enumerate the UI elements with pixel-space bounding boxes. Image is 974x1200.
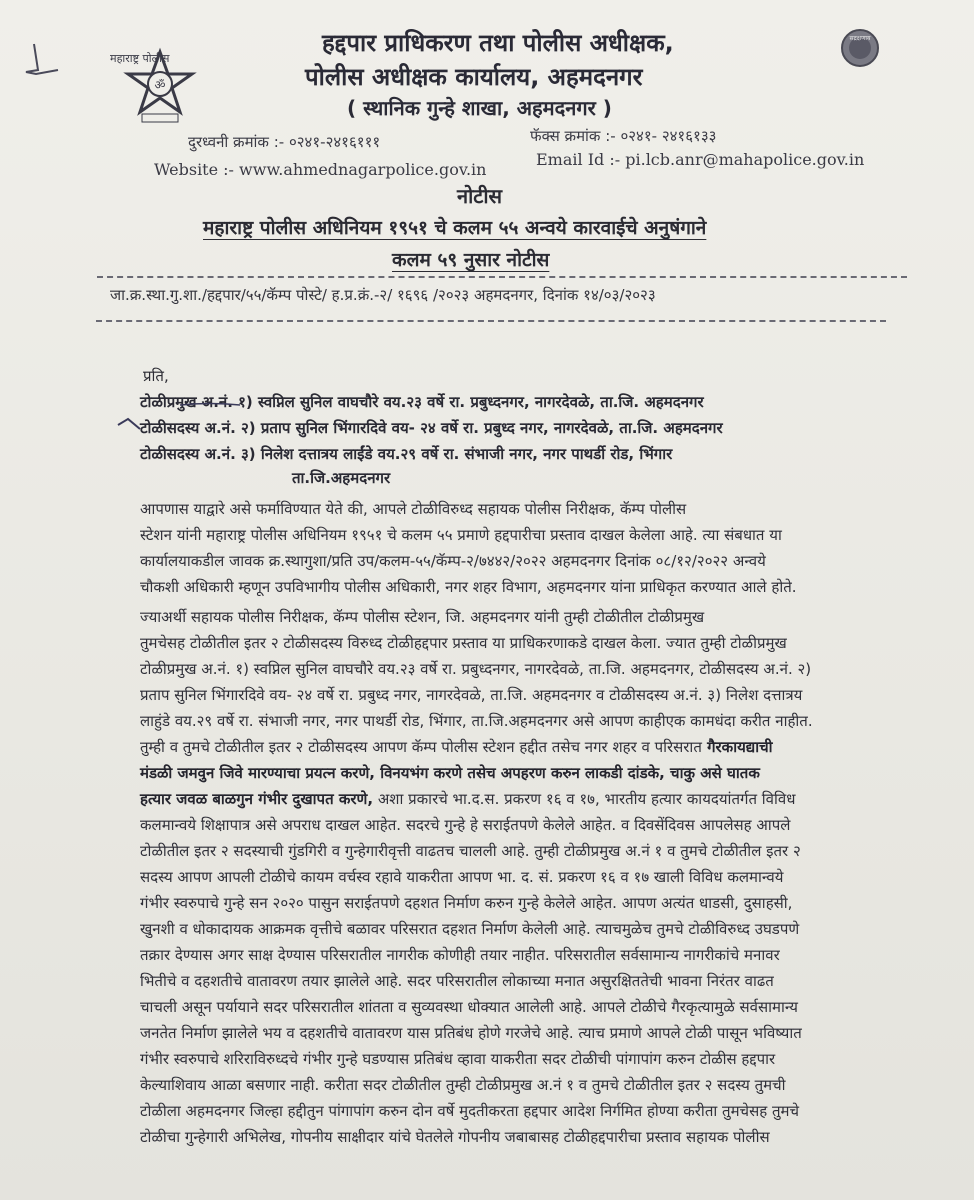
p2-line: कलमान्वये शिक्षापात्र असे अपराध दाखल आहेत. सदरचे गुन्हे हे सराईतपणे केलेले आहेत. व दिवसेंदिवस आपलेसह आपले [140,816,791,834]
header-branch-title: ( स्थानिक गुन्हे शाखा, अहमदनगर ) [347,96,612,120]
p2-line-with-bold [140,734,960,760]
p2-line: प्रताप सुनिल भिंगारदिवे वय- २४ वर्षे रा. प्रबुध्द नगर, नागरदेवळे, ता.जि. अहमदनगर व टोळीसदस्य अ.नं. ३) निलेश दत्तात्रय [140,686,803,704]
recipient-line-1: टोळीप्रमुख अ.नं. १) स्वप्निल सुनिल वाघचौरे वय.२३ वर्षे रा. प्रबुध्दनगर, नागरदेवळे, ता.जि. अहमदनगर [140,393,704,411]
website-address: Website :- www.ahmednagarpolice.gov.in [154,160,487,179]
p2-line: केल्याशिवाय आळा बसणार नाही. करीता सदर टोळीतील तुम्ही टोळीप्रमुख अ.नं १ व तुमचे टोळीतील इतर २ सदस्य तुमची [140,1076,786,1094]
recipient-line-2: टोळीसदस्य अ.नं. २) प्रताप सुनिल भिंगारदिवे वय- २४ वर्षे रा. प्रबुध्द नगर, नागरदेवळे, ता.जि. अहमदनगर [140,419,723,437]
p2-bold-head: हत्यार जवळ बाळगुन गंभीर दुखापत करणे, [140,790,374,808]
p2-line: टोळीप्रमुख अ.नं. १) स्वप्निल सुनिल वाघचौरे वय.२३ वर्षे रा. प्रबुध्दनगर, नागरदेवळे, ता.जि. अहमदनगर, टोळीसदस्य अ.नं. २) [140,660,812,678]
notice-subtitle-act: महाराष्ट्र पोलीस अधिनियम १९५१ चे कलम ५५ अन्वये कारवाईचे अनुषंगाने [203,217,707,239]
body-paragraph-1 [140,496,960,600]
pen-mark [18,40,78,90]
logo-left-text: महाराष्ट्र पोलीस [110,52,170,65]
p2-line: तुमचेसह टोळीतील इतर २ टोळीसदस्य विरुध्द टोळीहद्दपार प्रस्ताव या प्राधिकरणाकडे दाखल केला. ज्यात तुम्ही टोळीप्रमुख [140,634,787,652]
body-paragraph-2 [140,604,960,1150]
p2-line: टोळीतील इतर २ सदस्याची गुंडगिरी व गुन्हेगारीवृत्ती वाढतच चालली आहे. तुम्ही टोळीप्रमुख अ.नं १ व तुमचे टोळीतील इतर २ [140,842,801,860]
p1-line: स्टेशन यांनी महाराष्ट्र पोलीस अधिनियम १९५१ चे कलम ५५ प्रमाणे हद्दपारीचा प्रस्ताव दाखल केलेला आहे. त्या संबधात या [140,526,782,544]
separator-dashed-top [97,276,907,278]
p1-line: चौकशी अधिकारी म्हणून उपविभागीय पोलीस अधिकारी, नगर शहर विभाग, अहमदनगर यांना प्राधिकृत करण्यात आले होते. [140,578,797,596]
header-office-title: पोलीस अधीक्षक कार्यालय, अहमदनगर [305,63,643,91]
notice-title: नोटीस [457,184,503,208]
fax-number: फॅक्स क्रमांक :- ०२४१- २४१६१३३ [530,127,717,145]
p2-line-text: अशा प्रकारचे भा.द.स. प्रकरण १६ व १७, भारतीय हत्यार कायदयांतर्गत विविध [373,790,796,808]
p2-line-text: तुम्ही व तुमचे टोळीतील इतर २ टोळीसदस्य आपण कॅम्प पोलीस स्टेशन हद्दीत तसेच नगर शहर व परिसरात [140,738,702,756]
p2-line: तक्रार देण्यास अगर साक्ष देण्यास परिसरातील नागरीक कोणीही तयार नाहीत. परिसरातील सर्वसामान्य नागरीकांचे मनावर [140,946,780,964]
email-address: Email Id :- pi.lcb.anr@mahapolice.gov.in [536,150,865,169]
p1-line: आपणास याद्वारे असे फर्माविण्यात येते की, आपले टोळीविरुध्द सहायक पोलीस निरीक्षक, कॅम्प पोलीस [140,500,687,518]
p2-line: भितीचे व दहशतीचे वातावरण तयार झालेले आहे. सदर परिसरातील लोकाच्या मनात असुरक्षिततेची भावना निरंतर वाढत [140,972,774,990]
p2-bold-line: मंडळी जमवुन जिवे मारण्याचा प्रयत्न करणे, विनयभंग करणे तसेच अपहरण करुन लाकडी दांडके, चाकु असे घातक [140,764,760,782]
sadrakshanaya-emblem-logo [838,26,882,70]
p2-line: चाचली असून पर्यायाने सदर परिसरातील शांतता व सुव्यवस्था धोक्यात आलेली आहे. आपले टोळीचे गैरकृत्यामुळे सर्वसामान्य [140,998,799,1016]
p2-line: सदस्य आपण आपली टोळीचे कायम वर्चस्व रहावे याकरीता आपण भा. द. सं. प्रकरण १६ व १७ खाली विविध कलमान्वये [140,868,784,886]
p2-line-with-bold [140,786,960,812]
header-authority-title: हद्दपार प्राधिकरण तथा पोलीस अधीक्षक, [322,29,674,57]
notice-subtitle-section: कलम ५९ नुसार नोटीस [392,249,550,271]
logo-right-text: सद्रक्षणाय [849,35,871,42]
p2-line: खुनशी व धोकादायक आक्रमक वृत्तीचे बळावर परिसरात दहशत निर्माण केलेली आहे. त्याचमुळेच तुमचे टोळीविरुध्द उघडपणे [140,920,800,938]
p1-line: कार्यालयाकडील जावक क्र.स्थागुशा/प्रति उप/कलम-५५/कॅम्प-२/७४४२/२०२२ अहमदनगर दिनांक ०८/१२/२०२२ अन्वये [140,552,766,570]
p2-line: ज्याअर्थी सहायक पोलीस निरीक्षक, कॅम्प पोलीस स्टेशन, जि. अहमदनगर यांनी तुम्ही टोळीतील टोळीप्रमुख [140,608,705,626]
p2-line: गंभीर स्वरुपाचे गुन्हे सन २०२० पासुन सराईतपणे दहशत निर्माण करुन गुन्हे केलेले आहेत. आपण अत्यंत धाडसी, दुसाहसी, [140,894,793,912]
svg-text:ॐ: ॐ [154,78,166,92]
recipient-line-4: ता.जि.अहमदनगर [292,469,391,487]
pen-underline-mark [110,395,250,435]
p2-line: टोळीला अहमदनगर जिल्हा हद्दीतुन पांगापांग करुन दोन वर्षे मुदतीकरता हद्दपार आदेश निर्गमित होण्या करीता तुमचेसह तुमचे [140,1102,799,1120]
p2-line: जनतेत निर्माण झालेले भय व दहशतीचे वातावरण यास प्रतिबंध होणे गरजेचे आहे. त्याच प्रमाणे आपले टोळी पासून भविष्यात [140,1024,802,1042]
p2-line: टोळीचा गुन्हेगारी अभिलेख, गोपनीय साक्षीदार यांचे घेतलेले गोपनीय जबाबासह टोळीहद्दपारीचा प्रस्ताव सहायक पोलीस [140,1128,770,1146]
p2-line: गंभीर स्वरुपाचे शरिराविरुध्दचे गंभीर गुन्हे घडण्यास प्रतिबंध व्हावा याकरीता सदर टोळीची पांगापांग करुन टोळीस हद्दपार [140,1050,776,1068]
separator-dashed-bottom [96,320,886,322]
recipient-salutation: प्रति, [143,367,169,385]
police-emblem-logo [100,44,250,136]
phone-number: दुरध्वनी क्रमांक :- ०२४१-२४१६१११ [188,133,381,151]
recipient-line-3: टोळीसदस्य अ.नं. ३) निलेश दत्तात्रय लाईंडे वय.२९ वर्षे रा. संभाजी नगर, नगर पाथर्डी रोड, भिंगार [140,445,673,463]
reference-number-line: जा.क्र.स्था.गु.शा./हद्दपार/५५/कॅम्प पोस्टे/ ह.प्र.क्रं.-२/ १६९६ /२०२३ अहमदनगर, दिनांक १४/०३/२०२३ [110,286,656,304]
p2-bold-tail: गैरकायद्याची [701,738,773,756]
p2-line: लाहुंडे वय.२९ वर्षे रा. संभाजी नगर, नगर पाथर्डी रोड, भिंगार, ता.जि.अहमदनगर असे आपण काहीएक कामधंदा करीत नाहीत. [140,712,813,730]
